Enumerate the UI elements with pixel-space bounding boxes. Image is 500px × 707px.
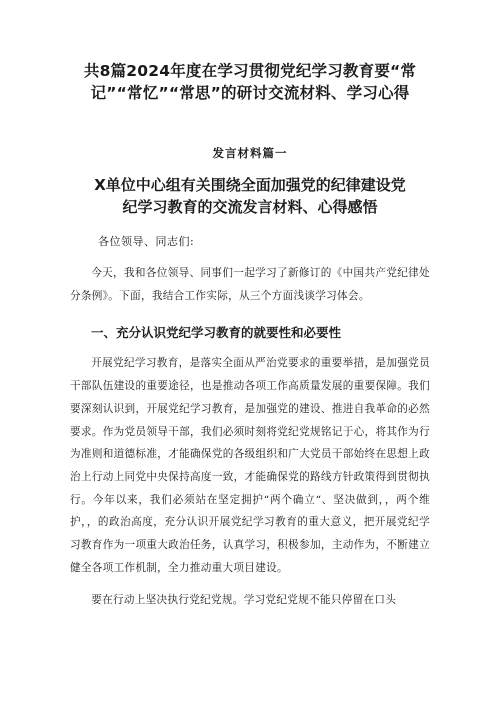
salutation: 各位领导、同志们: [98,235,195,248]
document-title [70,60,430,104]
document-title-line-1: 共8篇2024年度在学习贯彻党纪学习教育要“常 [83,62,417,80]
body-paragraph-2: 要在行动上坚决执行党纪党规。学习党纪党规不能只停留在口头 [91,594,397,607]
body-paragraph-1: 开展党纪学习教育，是落实全面从严治党要求的重要举措，是加强党员干部队伍建设的重要途径，也是推动各项工作高质量发展的重要保障。我们要深刻认识到，开展党纪学习教育，是加强党的建设、推进自我革命的必然要求。作为党员领导干部，我们必须时刻将党纪党规铭记于心，将其作为行为准则和道德标准，才能确保党的各级组织和广大党员干部始终在思想上政治上行动上同党中央保持高度一致，才能确保党的路线方针政策得到贯彻执行。今年以来，我们必须站在坚定拥护“两个确立“、坚决做到，，两个维护，，的政治高度，充分认识开展党纪学习教育的重大意义，把开展党纪学习教育作为一项重大政治任务，认真学习，积极参加，主动作为，不断建立健全各项工作机制，全力推动重大项目建设。 [70,357,430,574]
intro-paragraph: 今天，我和各位领导、同事们一起学习了新修订的《中国共产党纪律处分条例》。下面，我结合工作实际，从三个方面浅谈学习体会。 [70,267,430,302]
speech-title-line-1: X单位中心组有关围绕全面加强党的纪律建设党 [94,176,406,194]
speech-title [70,174,430,218]
section-label: 发言材料篇一 [212,146,288,160]
document-title-line-2: 记”“常忆”“常思”的研讨交流材料、学习心得 [90,84,410,102]
speech-title-line-2: 纪学习教育的交流发言材料、心得感悟 [122,198,378,216]
section-heading-1: 一、充分认识党纪学习教育的就要性和必要性 [91,325,342,341]
